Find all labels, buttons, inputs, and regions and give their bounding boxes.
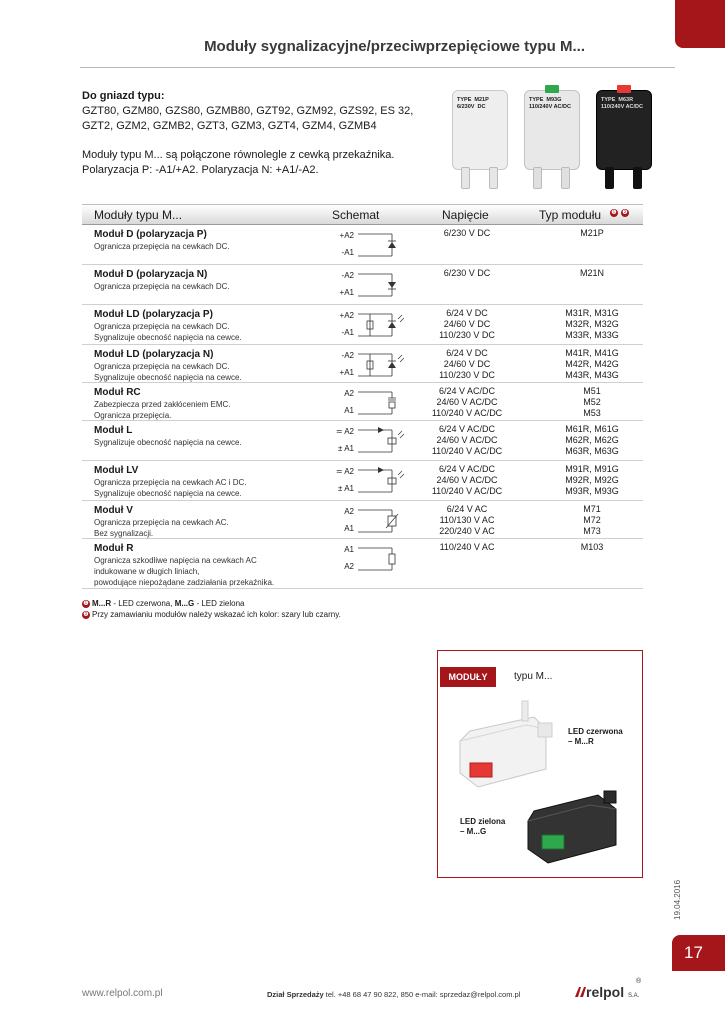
- module-name: Moduł D (polaryzacja P): [94, 229, 207, 240]
- module-description: Ogranicza przepięcia na cewkach AC i DC.: [94, 478, 247, 487]
- modules-type: typu M...: [514, 671, 553, 682]
- module-description: Sygnalizuje obecność napięcia na cewce.: [94, 373, 242, 382]
- pin-label: ± A1: [338, 484, 354, 493]
- logo-text: relpol: [586, 984, 625, 1000]
- type-cell: [542, 424, 642, 457]
- module-description: Ogranicza przepięcia na cewkach DC.: [94, 322, 230, 331]
- table-row: [82, 225, 643, 265]
- voltage-value: 110/240 V AC/DC: [431, 486, 503, 496]
- pin-label: -A2: [341, 351, 354, 360]
- page-title: Moduły sygnalizacyjne/przeciwprzepięciowe typu M...: [204, 38, 585, 55]
- red-led-icon: [617, 85, 631, 93]
- type-cell: [542, 308, 642, 341]
- header-divider: [80, 67, 675, 68]
- table-header: [82, 204, 643, 225]
- pin-label: +A2: [339, 231, 354, 240]
- module-name: Moduł LD (polaryzacja P): [94, 309, 213, 320]
- voltage-cell: [402, 228, 532, 239]
- voltage-value: 110/240 V AC/DC: [431, 446, 503, 456]
- pin-label: A1: [344, 545, 354, 554]
- page-number: 17: [672, 935, 725, 971]
- table-row: [82, 501, 643, 539]
- note-text: Przy zamawianiu modułów należy wskazać ich kolor: szary lub czarny.: [92, 610, 341, 619]
- type-cell: [542, 542, 642, 553]
- type-cell: [542, 228, 642, 239]
- pin-label: -A1: [341, 248, 354, 257]
- footnotes: [82, 598, 341, 620]
- logo-suffix: S.A.: [628, 993, 640, 999]
- modules-table: [82, 204, 643, 589]
- module-name: Moduł R: [94, 543, 134, 554]
- sales-contact: [267, 990, 520, 999]
- type-value: M31R, M31G: [565, 308, 619, 318]
- voltage-value: 6/24 V AC/DC: [438, 386, 496, 396]
- type-value: M63R, M63G: [565, 446, 619, 456]
- module-description: Ogranicza przepięcia.: [94, 411, 172, 420]
- voltage-value: 24/60 V DC: [443, 359, 491, 369]
- pin-label: +A2: [339, 311, 354, 320]
- type-value: M71: [583, 504, 601, 514]
- sockets-label: Do gniazd typu:: [82, 90, 165, 102]
- voltage-cell: [402, 542, 532, 553]
- pin-label: A2: [344, 389, 354, 398]
- voltage-value: 24/60 V AC/DC: [436, 435, 498, 445]
- module-name-cell: [94, 505, 324, 539]
- logo-mark-icon: [574, 986, 586, 998]
- product-photos: [450, 80, 660, 192]
- modules-tag: MODUŁY: [440, 667, 496, 687]
- module-name: Moduł LD (polaryzacja N): [94, 349, 214, 360]
- sales-label: Dział Sprzedaży: [267, 990, 324, 999]
- red-led-icon: [470, 763, 492, 777]
- module-name-cell: [94, 269, 324, 292]
- caption-red-line: LED czerwona: [568, 727, 623, 736]
- type-value: M73: [583, 526, 601, 536]
- schematic-icon: [358, 544, 404, 574]
- module-description: Ogranicza szkodliwe napięcia na cewkach AC: [94, 556, 257, 565]
- intro-section: [82, 89, 422, 192]
- type-value: M93R, M93G: [565, 486, 619, 496]
- module-photo-black: [596, 90, 652, 170]
- col-name: Moduły typu M...: [94, 208, 183, 222]
- voltage-value: 110/230 V DC: [439, 330, 495, 340]
- schematic-icon: [358, 388, 404, 418]
- footnote-2: [82, 609, 341, 620]
- table-row: [82, 461, 643, 501]
- voltage-value: 6/24 V DC: [446, 308, 488, 318]
- voltage-cell: [402, 386, 532, 419]
- type-value: M42R, M42G: [565, 359, 619, 369]
- pin-label: -A2: [341, 271, 354, 280]
- table-row: [82, 539, 643, 589]
- registered-mark: ®: [636, 978, 642, 985]
- voltage-value: 24/60 V AC/DC: [436, 397, 498, 407]
- module-description: indukowane w długich liniach,: [94, 567, 200, 576]
- module-name-cell: [94, 349, 324, 383]
- module-name-cell: [94, 229, 324, 252]
- type-cell: [542, 504, 642, 537]
- publication-date: [673, 868, 687, 924]
- type-value: M92R, M92G: [565, 475, 619, 485]
- green-led-icon: [542, 835, 564, 849]
- voltage-value: 6/230 V DC: [443, 268, 491, 278]
- schematic-icon: [358, 310, 404, 340]
- table-row: [82, 421, 643, 461]
- schematic-icon: [358, 506, 404, 536]
- note-text: - LED zielona: [194, 599, 245, 608]
- module-photo-label: TYPE M93G 110/240V AC/DC: [529, 97, 571, 110]
- code-green: M...G: [174, 599, 195, 608]
- module-name-cell: [94, 387, 324, 421]
- website-link[interactable]: www.relpol.com.pl: [82, 988, 163, 999]
- date-text: 19.04.2016: [673, 879, 682, 920]
- module-description: Sygnalizuje obecność napięcia na cewce.: [94, 489, 242, 498]
- voltage-cell: [402, 464, 532, 497]
- module-photo-grey: [452, 90, 508, 170]
- module-name: Moduł RC: [94, 387, 141, 398]
- sockets-list-2: GZT2, GZM2, GZMB2, GZT3, GZM3, GZT4, GZM4, GZMB4: [82, 120, 377, 132]
- col-voltage: Napięcie: [442, 208, 489, 222]
- type-value: M51: [583, 386, 601, 396]
- table-row: [82, 265, 643, 305]
- relpol-logo: [574, 984, 639, 1000]
- voltage-value: 220/240 V AC: [439, 526, 495, 536]
- page-footer: [0, 978, 725, 1002]
- type-cell: [542, 268, 642, 279]
- module-name: Moduł V: [94, 505, 133, 516]
- module-description: Sygnalizuje obecność napięcia na cewce.: [94, 333, 242, 342]
- module-photo-green-led: [524, 90, 580, 170]
- voltage-cell: [402, 308, 532, 341]
- pin-label: A1: [344, 406, 354, 415]
- module-description: Ogranicza przepięcia na cewkach DC.: [94, 242, 230, 251]
- module-name-cell: [94, 425, 324, 448]
- module-photo-label: TYPE M63R 110/240V AC/DC: [601, 97, 643, 110]
- green-led-icon: [545, 85, 559, 93]
- pin-label: -A1: [341, 328, 354, 337]
- type-value: M61R, M61G: [565, 424, 619, 434]
- pin-label: +A1: [339, 288, 354, 297]
- type-value: M43R, M43G: [565, 370, 619, 380]
- col-schema: Schemat: [332, 208, 380, 222]
- grey-module-illustration: [460, 701, 552, 787]
- schematic-icon: [358, 426, 404, 456]
- type-value: M21P: [580, 228, 604, 238]
- schematic-icon: [358, 230, 404, 260]
- footnote-1: [82, 598, 341, 609]
- module-description: Bez sygnalizacji.: [94, 529, 154, 538]
- module-description: Zabezpiecza przed zakłóceniem EMC.: [94, 400, 231, 409]
- voltage-value: 110/240 V AC/DC: [431, 408, 503, 418]
- type-value: M62R, M62G: [565, 435, 619, 445]
- module-name: Moduł LV: [94, 465, 139, 476]
- type-cell: [542, 386, 642, 419]
- module-description: powodujące niepożądane zadziałania przekaźnika.: [94, 578, 275, 587]
- type-value: M91R, M91G: [565, 464, 619, 474]
- type-value: M33R, M33G: [565, 330, 619, 340]
- module-illustrations: [438, 651, 644, 879]
- marker-1-icon: ❶: [611, 210, 617, 216]
- code-red: M...R: [92, 599, 112, 608]
- pin-label: ≂ A2: [335, 467, 354, 476]
- marker-1-icon: ❶: [83, 600, 89, 607]
- intro-paragraph-2: Polaryzacja P: -A1/+A2. Polaryzacja N: +A1/-A2.: [82, 164, 319, 176]
- caption-green-line: LED zielona: [460, 817, 506, 826]
- sales-details: tel. +48 68 47 90 822, 850 e-mail: sprzedaz@relpol.com.pl: [323, 990, 521, 999]
- type-value: M52: [583, 397, 601, 407]
- table-row: [82, 345, 643, 383]
- table-row: [82, 383, 643, 421]
- caption-red-line: – M...R: [568, 737, 594, 746]
- voltage-value: 6/24 V AC: [446, 504, 488, 514]
- type-value: M32R, M32G: [565, 319, 619, 329]
- module-description: Ogranicza przepięcia na cewkach DC.: [94, 362, 230, 371]
- caption-red: [568, 727, 623, 747]
- voltage-value: 110/130 V AC: [439, 515, 495, 525]
- voltage-value: 6/230 V DC: [443, 228, 491, 238]
- corner-tab: [675, 0, 725, 48]
- module-name-cell: [94, 309, 324, 343]
- module-name-cell: [94, 543, 324, 588]
- note-text: - LED czerwona,: [111, 599, 175, 608]
- pin-label: ± A1: [338, 444, 354, 453]
- caption-green: [460, 817, 505, 837]
- schematic-icon: [358, 270, 404, 300]
- pin-label: A2: [344, 562, 354, 571]
- pin-label: A1: [344, 524, 354, 533]
- modules-info-box: [437, 650, 643, 878]
- voltage-value: 6/24 V AC/DC: [438, 424, 496, 434]
- module-description: Ogranicza przepięcia na cewkach AC.: [94, 518, 229, 527]
- module-name: Moduł D (polaryzacja N): [94, 269, 208, 280]
- voltage-value: 24/60 V AC/DC: [436, 475, 498, 485]
- voltage-value: 110/240 V AC: [439, 542, 495, 552]
- voltage-value: 110/230 V DC: [439, 370, 495, 380]
- module-description: Ogranicza przepięcia na cewkach DC.: [94, 282, 230, 291]
- type-value: M21N: [579, 268, 604, 278]
- pin-label: +A1: [339, 368, 354, 377]
- col-type: Typ modułu: [539, 208, 602, 222]
- black-module-illustration: [528, 791, 616, 863]
- voltage-value: 24/60 V DC: [443, 319, 491, 329]
- type-cell: [542, 464, 642, 497]
- type-value: M53: [583, 408, 601, 418]
- type-value: M103: [580, 542, 604, 552]
- marker-2-icon: ❷: [622, 210, 628, 216]
- module-description: Sygnalizuje obecność napięcia na cewce.: [94, 438, 242, 447]
- module-name: Moduł L: [94, 425, 133, 436]
- voltage-cell: [402, 424, 532, 457]
- module-name-cell: [94, 465, 324, 499]
- sockets-list: GZT80, GZM80, GZS80, GZMB80, GZT92, GZM92, GZS92, ES 32,: [82, 105, 414, 117]
- voltage-cell: [402, 348, 532, 381]
- voltage-value: 6/24 V DC: [446, 348, 488, 358]
- caption-green-line: – M...G: [460, 827, 487, 836]
- table-row: [82, 305, 643, 345]
- module-photo-label: TYPE M21P 6/230V DC: [457, 97, 489, 110]
- voltage-cell: [402, 268, 532, 279]
- schematic-icon: [358, 350, 404, 380]
- table-body: [82, 225, 643, 589]
- type-cell: [542, 348, 642, 381]
- pin-label: A2: [344, 507, 354, 516]
- type-value: M72: [583, 515, 601, 525]
- type-value: M41R, M41G: [565, 348, 619, 358]
- intro-paragraph-1: Moduły typu M... są połączone równolegle z cewką przekaźnika.: [82, 149, 395, 161]
- pin-label: ≂ A2: [335, 427, 354, 436]
- page-header: [0, 0, 725, 70]
- schematic-icon: [358, 466, 404, 496]
- voltage-cell: [402, 504, 532, 537]
- marker-2-icon: ❷: [83, 611, 89, 618]
- voltage-value: 6/24 V AC/DC: [438, 464, 496, 474]
